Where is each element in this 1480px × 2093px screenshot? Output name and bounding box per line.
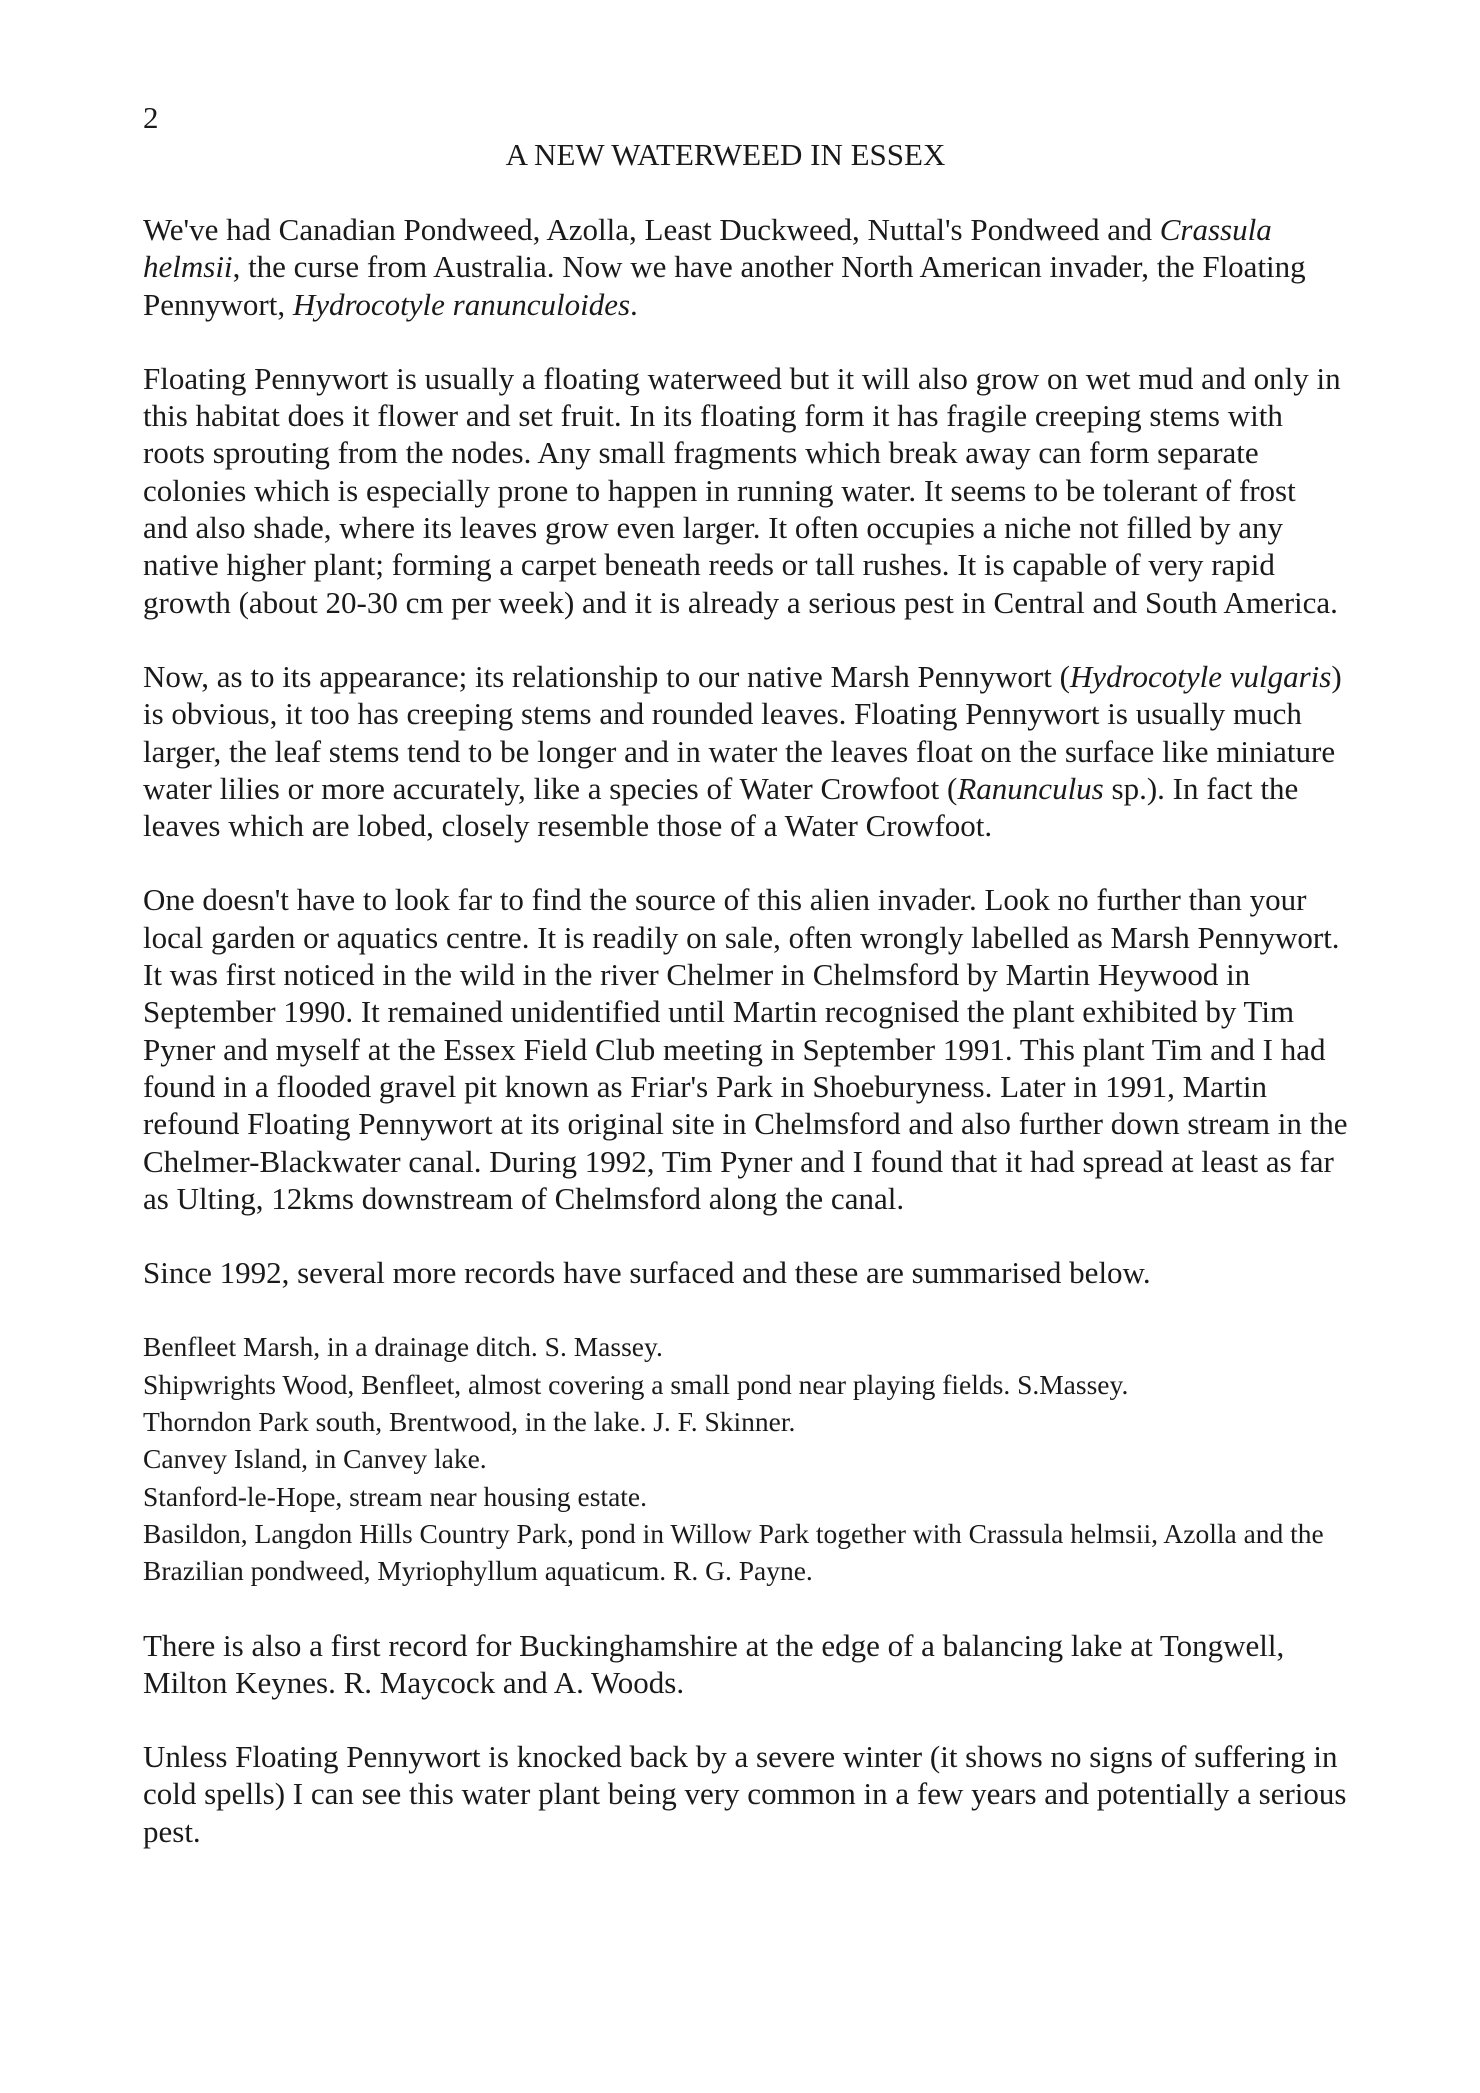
- text-run: We've had Canadian Pondweed, Azolla, Least Duckweed, Nuttal's Pondweed and: [143, 212, 1160, 247]
- species-name-italic: Hydrocotyle ranunculoides: [292, 286, 631, 322]
- paragraph-intro: [143, 211, 1348, 323]
- paragraph-buckinghamshire: There is also a first record for Buckinghamshire at the edge of a balancing lake at Tongwell, Milton Keynes. R. Maycock and A. Woods.: [143, 1627, 1285, 1700]
- record-item: Benfleet Marsh, in a drainage ditch. S. Massey.: [143, 1331, 663, 1363]
- record-item: Canvey Island, in Canvey lake.: [143, 1443, 487, 1475]
- record-item: Shipwrights Wood, Benfleet, almost covering a small pond near playing fields. S.Massey.: [143, 1368, 1129, 1400]
- text-run: sp.). In fact the leaves which are lobed, closely resemble those of a Water Crowfoot.: [143, 770, 1299, 844]
- species-name-italic: Crassula helmsii: [143, 212, 1272, 285]
- record-item: Stanford-le-Hope, stream near housing estate.: [143, 1480, 647, 1512]
- text-run: , the curse from Australia. Now we have another North American invader, the Floating Pennywort,: [143, 249, 1306, 322]
- paragraph-history: One doesn't have to look far to find the source of this alien invader. Look no further than your local garden or aquatics centre. It is readily on sale, often wrongly labelled as Marsh Pennywort. It was first noticed in the wild in the river Chelmer in Chelmsford by Martin Heywood in September 1990. It remained unidentified until Martin recognised the plant exhibited by Tim Pyner and myself at the Essex Field Club meeting in September 1991. This plant Tim and I had found in a flooded gravel pit known as Friar's Park in Shoeburyness. Later in 1991, Martin refound Floating Pennywort at its original site in Chelmsford and also further down stream in the Chelmer-Blackwater canal. During 1992, Tim Pyner and I found that it had spread at least as far as Ulting, 12kms downstream of Chelmsford along the canal.: [143, 882, 1348, 1216]
- text-run: ) is obvious, it too has creeping stems and rounded leaves. Floating Pennywort is usually much larger, the leaf stems tend to be longer and in water the leaves float on the surface like miniature water lilies or more accurately, like a species of Water Crowfoot (: [143, 658, 1342, 806]
- record-item: Thorndon Park south, Brentwood, in the lake. J. F. Skinner.: [143, 1406, 796, 1438]
- paragraph-records-intro: Since 1992, several more records have surfaced and these are summarised below.: [143, 1255, 1151, 1291]
- text-run: .: [630, 286, 638, 322]
- records-list: [143, 1328, 1348, 1589]
- record-item: Basildon, Langdon Hills Country Park, pond in Willow Park together with Crassula helmsii, Azolla and the Brazilian pondweed, Myriophyllum aquaticum. R. G. Payne.: [143, 1517, 1324, 1587]
- page-number: 2: [143, 100, 159, 135]
- paragraph-appearance: [143, 658, 1348, 844]
- article-title: A NEW WATERWEED IN ESSEX: [505, 137, 946, 172]
- article-body: [143, 211, 1348, 1850]
- paragraph-habitat: Floating Pennywort is usually a floating waterweed but it will also grow on wet mud and only in this habitat does it flower and set fruit. In its floating form it has fragile creeping stems with roots sprouting from the nodes. Any small fragments which break away can form separate colonies which is especially prone to happen in running water. It seems to be tolerant of frost and also shade, where its leaves grow even larger. It often occupies a niche not filled by any native higher plant; forming a carpet beneath reeds or tall rushes. It is capable of very rapid growth (about 20-30 cm per week) and it is already a serious pest in Central and South America.: [143, 360, 1341, 620]
- species-name-italic: Ranunculus: [957, 770, 1104, 806]
- species-name-italic: Hydrocotyle vulgaris: [1069, 658, 1332, 694]
- paragraph-conclusion: Unless Floating Pennywort is knocked back by a severe winter (it shows no signs of suffering in cold spells) I can see this water plant being very common in a few years and potentially a serious pest.: [143, 1739, 1347, 1849]
- text-run: Now, as to its appearance; its relationship to our native Marsh Pennywort (: [143, 658, 1070, 694]
